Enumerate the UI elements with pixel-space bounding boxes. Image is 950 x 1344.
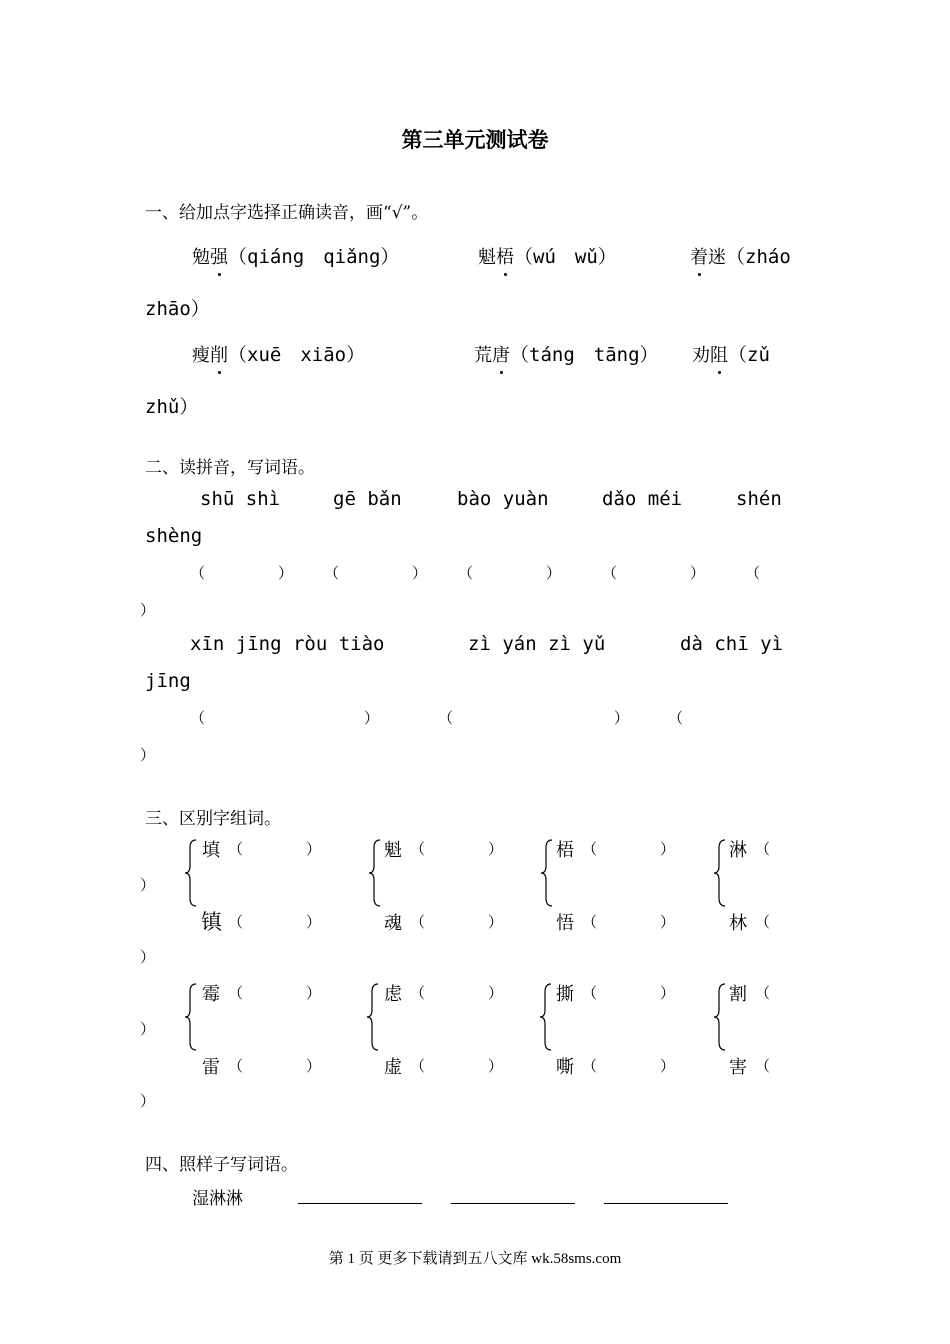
dotted-char: 强 [210,243,228,269]
paren-open: （ [755,1057,771,1075]
choice-item-3 [690,242,791,269]
brace-icon [184,838,198,908]
compare-char: 梧 [556,840,574,861]
compare-char: 撕 [556,984,574,1005]
answer-blank[interactable] [604,1202,728,1204]
paren-close: ） [488,913,504,931]
example-word: 湿淋淋 [192,1189,243,1209]
paren-open: （ [755,984,771,1002]
paren-close: ） [488,840,504,858]
paren-close: ） [306,913,322,931]
brace-icon [539,982,553,1052]
brace-icon [184,982,198,1052]
paren-close: ） [546,564,562,582]
compare-char: 害 [729,1057,747,1078]
char: 魁 [478,247,496,268]
pinyin-options: （táng tāng） [510,344,659,366]
pinyin-options: （xuē xiāo） [228,344,366,366]
paren-open: （ [755,913,771,931]
pinyin-options: （zǔ [728,344,770,366]
brace-icon [713,982,727,1052]
section2-heading: 二、读拼音，写词语。 [145,458,315,478]
pinyin-options: （qiáng qiǎng） [228,246,400,268]
compare-char: 魂 [384,913,402,934]
paren-open: （ [410,1057,426,1075]
paren-close: ） [140,876,156,894]
paren-close: ） [140,601,156,619]
compare-char: 霉 [202,984,220,1005]
paren-close: ） [306,840,322,858]
brace-icon [713,838,727,908]
paren-open: （ [458,564,474,582]
paren-open: （ [582,913,598,931]
paren-open: （ [228,1057,244,1075]
paren-open: （ [745,564,761,582]
paren-open: （ [190,709,206,727]
choice-item-6 [692,340,770,367]
pinyin-word: jīng [145,670,191,692]
pinyin-options: （zháo [726,246,791,268]
char: 勉 [192,247,210,268]
char: 迷 [708,247,726,268]
compare-char: 淋 [729,840,747,861]
paren-close: ） [306,984,322,1002]
paren-open: （ [668,709,684,727]
choice-item-2 [478,242,617,269]
dotted-char: 唐 [492,341,510,367]
compare-char: 魁 [384,840,402,861]
paren-close: ） [690,564,706,582]
dotted-char: 削 [210,341,228,367]
paren-open: （ [190,564,206,582]
paren-open: （ [582,840,598,858]
paren-open: （ [228,913,244,931]
section3-heading: 三、区别字组词。 [145,809,281,829]
section4-heading: 四、照样子写词语。 [145,1155,298,1175]
paren-open: （ [438,709,454,727]
paren-close: ） [140,1092,156,1110]
compare-char: 割 [729,984,747,1005]
wrap-text: zhǔ） [145,396,199,418]
paren-open: （ [228,984,244,1002]
pinyin-word: zì yán zì yǔ [468,633,606,655]
page-footer: 第 1 页 更多下载请到五八文库 wk.58sms.com [328,1251,622,1267]
compare-char: 填 [202,840,220,861]
pinyin-word: shū shì [200,488,281,510]
paren-close: ） [278,564,294,582]
pinyin-word: shèng [145,525,203,547]
paren-close: ） [660,1057,676,1075]
compare-char: 虑 [384,984,402,1005]
pinyin-word: dǎo méi [602,488,683,510]
paren-close: ） [140,1020,156,1038]
paren-open: （ [410,984,426,1002]
pinyin-options: （wú wǔ） [514,246,617,268]
brace-icon [540,838,554,908]
paren-open: （ [582,1057,598,1075]
dotted-char: 梧 [496,243,514,269]
compare-char: 嘶 [556,1057,574,1078]
paren-close: ） [660,984,676,1002]
char: 瘦 [192,345,210,366]
brace-icon [366,982,380,1052]
pinyin-word: gē bǎn [333,488,402,510]
char: 劝 [692,345,710,366]
answer-blank[interactable] [451,1202,575,1204]
paren-close: ） [140,746,156,764]
paren-close: ） [614,709,630,727]
compare-char: 镇 [201,910,222,934]
pinyin-word: xīn jīng ròu tiào [190,633,385,655]
pinyin-word: dà chī yì [680,633,783,655]
compare-char: 虚 [384,1057,402,1078]
char: 荒 [474,345,492,366]
paren-open: （ [582,984,598,1002]
section1-heading: 一、给加点字选择正确读音，画“√”。 [145,203,429,223]
answer-blank[interactable] [298,1202,422,1204]
paren-close: ） [364,709,380,727]
paren-close: ） [306,1057,322,1075]
paren-close: ） [488,1057,504,1075]
choice-item-5 [474,340,659,367]
compare-char: 雷 [202,1057,220,1078]
paren-close: ） [660,840,676,858]
choice-item-4 [192,340,365,367]
paren-open: （ [228,840,244,858]
wrap-text: zhāo） [145,298,210,320]
page-title: 第三单元测试卷 [401,127,549,152]
pinyin-word: shén [736,488,782,510]
paren-open: （ [324,564,340,582]
brace-icon [368,838,382,908]
choice-item-1 [192,242,399,269]
paren-close: ） [140,948,156,966]
paren-open: （ [602,564,618,582]
paren-close: ） [488,984,504,1002]
compare-char: 林 [729,913,747,934]
dotted-char: 着 [690,243,708,269]
paren-close: ） [412,564,428,582]
dotted-char: 阻 [710,341,728,367]
paren-open: （ [410,913,426,931]
compare-char: 悟 [556,913,574,934]
paren-close: ） [660,913,676,931]
pinyin-word: bào yuàn [457,488,549,510]
paren-open: （ [410,840,426,858]
paren-open: （ [755,840,771,858]
